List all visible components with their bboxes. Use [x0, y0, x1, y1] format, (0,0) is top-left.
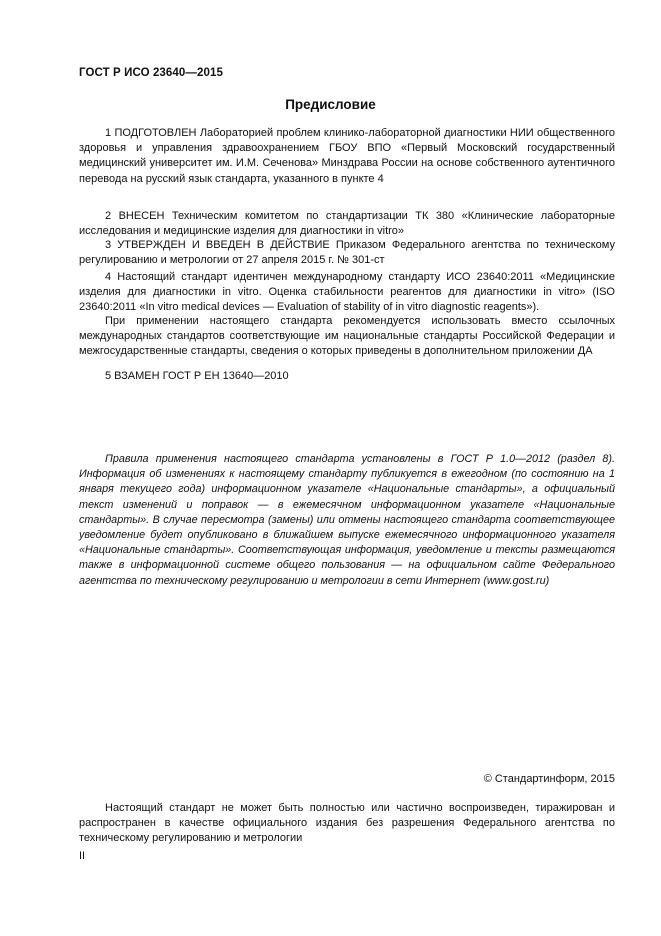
paragraph-3-text: 3 УТВЕРЖДЕН И ВВЕДЕН В ДЕЙСТВИЕ Приказом Федерального агентства по техническому регулированию и метрологии от 27 апреля 2015 г. № 301-ст [79, 239, 615, 267]
page-number: II [79, 850, 86, 862]
paragraph-5-text: 5 ВЗАМЕН ГОСТ Р ЕН 13640—2010 [105, 370, 289, 382]
paragraph-4-text: 4 Настоящий стандарт идентичен международному стандарту ИСО 23640:2011 «Медицинские изделия для диагностики in vitro. Оценка стабильности реагентов для диагностики in vitro» (ISO 23640:2011 «In vitro medical devices — Evaluation of stability of in vitro diagnostic reagents»). [79, 271, 615, 314]
paragraph-4b-text: При применении настоящего стандарта рекомендуется использовать вместо ссылочных международных стандартов соответствующие им национальные стандарты Российской Федерации и межгосударственные стандарты, сведения о которых приведены в дополнительном приложении ДА [79, 315, 615, 358]
paragraph-1 [79, 126, 615, 187]
usage-notice-text: Правила применения настоящего стандарта установлены в ГОСТ Р 1.0—2012 (раздел 8). Информация об изменениях к настоящему стандарту публикуется в ежегодном (по состоянию на 1 января текущего года) информационном указателе «Национальные стандарты», а официальный текст изменений и поправок — в ежемесячном информационном указателе «Национальные стандарты». В случае пересмотра (замены) или отмены настоящего стандарта соответствующее уведомление будет опубликовано в ближайшем выпуске ежемесячного информационного указателя «Национальные стандарты». Соответствующая информация, уведомление и тексты размещаются также в информационной системе общего пользования — на официальном сайте Федерального агентства по техническому регулированию и метрологии в сети Интернет (www.gost.ru) [79, 453, 615, 587]
paragraph-2-text: 2 ВНЕСЕН Техническим комитетом по стандартизации ТК 380 «Клинические лабораторные исследования и медицинские изделия для диагностики in vitro» [79, 210, 615, 238]
paragraph-4-continued [79, 314, 615, 360]
usage-notice [79, 452, 615, 589]
copyright: © Стандартинформ, 2015 [483, 773, 615, 785]
paragraph-2 [79, 209, 615, 239]
reproduction-notice [79, 801, 615, 847]
document-header: ГОСТ Р ИСО 23640—2015 [79, 67, 224, 79]
paragraph-1-text: 1 ПОДГОТОВЛЕН Лабораторией проблем клинико-лабораторной диагностики НИИ общественного здоровья и управления здравоохранением ГБОУ ВПО «Первый Московский государственный медицинский университет им. И.М. Сеченова» Минздрава России на основе собственного аутентичного перевода на русский язык стандарта, указанного в пункте 4 [79, 127, 615, 185]
section-title: Предисловие [285, 97, 376, 112]
paragraph-3 [79, 238, 615, 268]
reproduction-notice-text: Настоящий стандарт не может быть полностью или частично воспроизведен, тиражирован и распространен в качестве официального издания без разрешения Федерального агентства по техническому регулированию и метрологии [79, 802, 615, 845]
paragraph-4 [79, 270, 615, 316]
paragraph-5 [79, 369, 615, 384]
